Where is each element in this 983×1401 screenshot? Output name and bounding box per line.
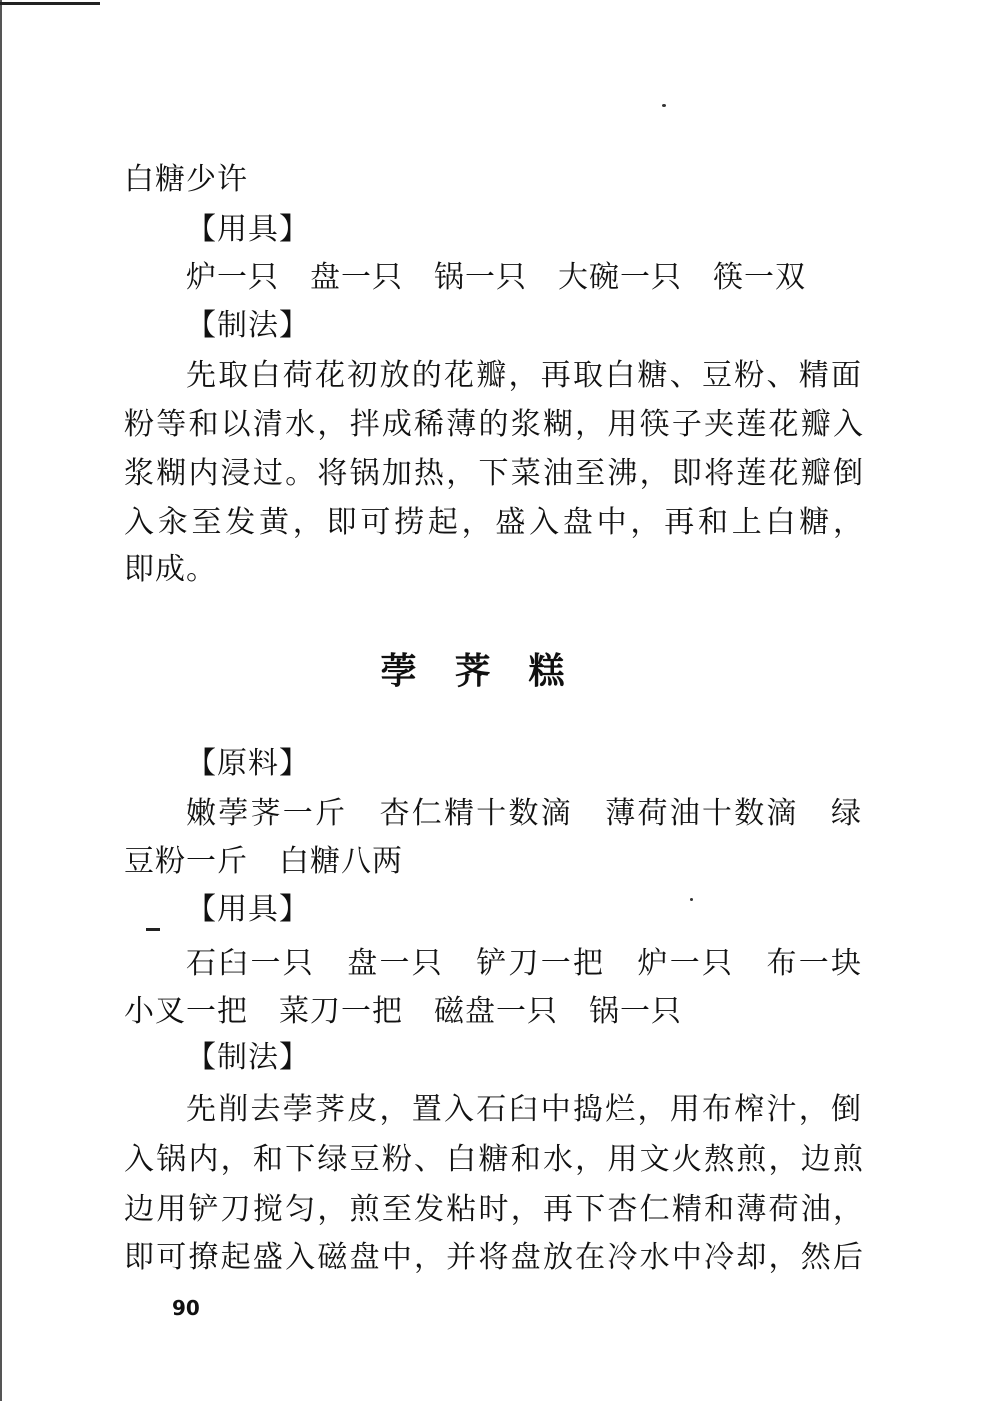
text-line: 白糖少许 bbox=[124, 162, 248, 197]
text-line: 石臼一只 盘一只 铲刀一把 炉一只 布一块 bbox=[186, 946, 862, 981]
section-heading-method: 【制法】 bbox=[186, 1040, 310, 1075]
section-heading-method: 【制法】 bbox=[186, 308, 310, 343]
section-heading-ingredients: 【原料】 bbox=[186, 746, 310, 781]
text-line: 边用铲刀搅匀，煎至发粘时，再下杏仁精和薄荷油， bbox=[124, 1192, 864, 1227]
section-heading-tools: 【用具】 bbox=[186, 892, 310, 927]
text-line: 即成。 bbox=[124, 552, 217, 587]
text-line: 粉等和以清水，拌成稀薄的浆糊，用筷子夹莲花瓣入 bbox=[124, 407, 864, 442]
text-line: 小叉一把 菜刀一把 磁盘一只 锅一只 bbox=[124, 994, 682, 1029]
scan-corner-mark bbox=[0, 2, 100, 5]
text-line: 即可撩起盛入磁盘中，并将盘放在冷水中冷却，然后 bbox=[124, 1240, 864, 1275]
text-line: 浆糊内浸过。将锅加热，下菜油至沸，即将莲花瓣倒 bbox=[124, 456, 864, 491]
page-number: 90 bbox=[172, 1296, 200, 1320]
text-line: 先取白荷花初放的花瓣，再取白糖、豆粉、精面 bbox=[186, 358, 862, 393]
text-line: 豆粉一斤 白糖八两 bbox=[124, 844, 403, 879]
text-line: 嫩荸荠一斤 杏仁精十数滴 薄荷油十数滴 绿 bbox=[186, 796, 862, 831]
scan-left-edge bbox=[0, 0, 2, 1401]
scan-mark bbox=[146, 928, 160, 931]
scan-speck bbox=[662, 104, 666, 107]
text-line: 先削去荸荠皮，置入石臼中捣烂，用布榨汁，倒 bbox=[186, 1092, 862, 1127]
text-line: 入汆至发黄，即可捞起，盛入盘中，再和上白糖， bbox=[124, 505, 864, 540]
text-line: 炉一只 盘一只 锅一只 大碗一只 筷一双 bbox=[186, 260, 806, 295]
section-heading-tools: 【用具】 bbox=[186, 212, 310, 247]
recipe-title: 荸荠糕 bbox=[380, 651, 603, 692]
text-line: 入锅内，和下绿豆粉、白糖和水，用文火熬煎，边煎 bbox=[124, 1142, 864, 1177]
